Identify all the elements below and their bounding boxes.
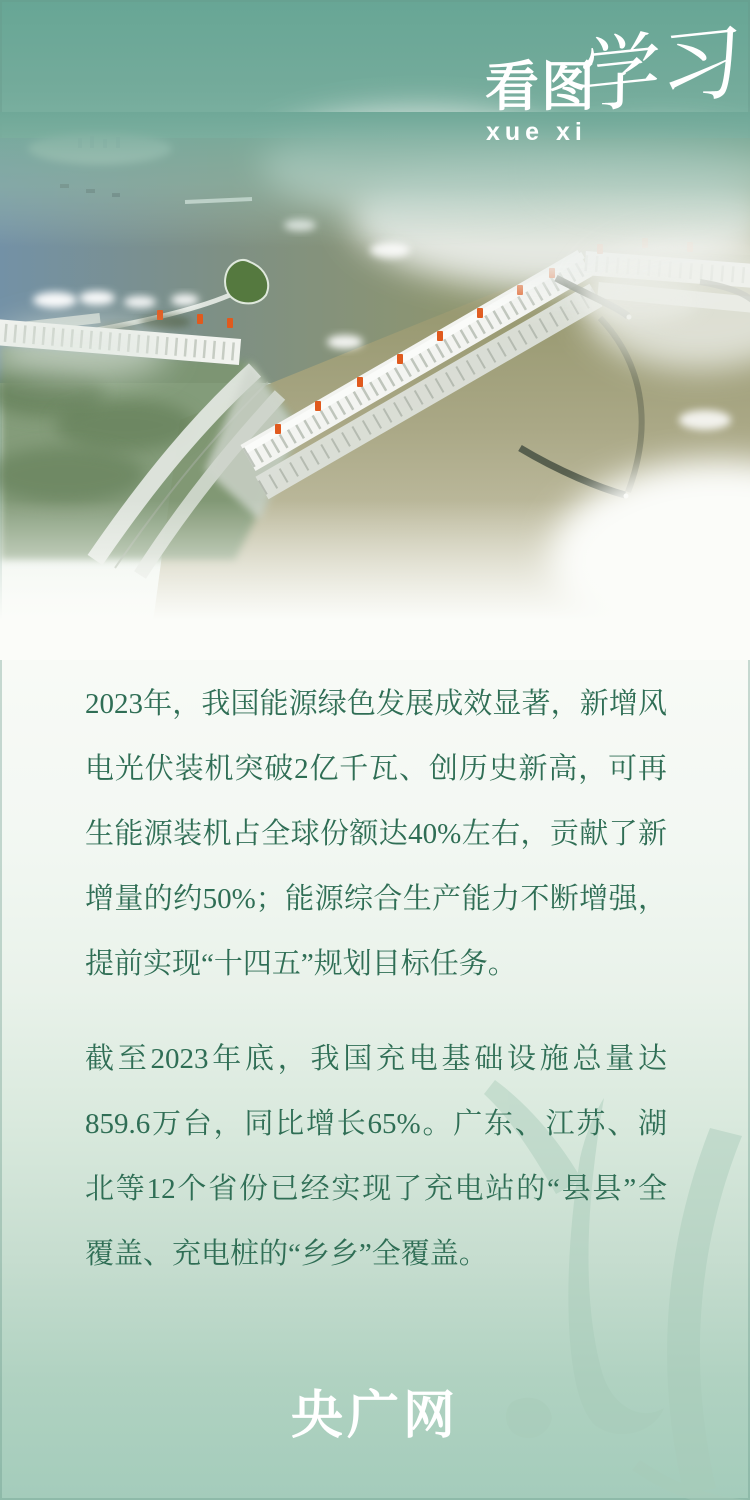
paragraph-line: 859.6万台，同比增长65%。广东、江苏、湖 [85, 1108, 667, 1140]
paragraph-line: 电光伏装机突破2亿千瓦、创历史新高，可再 [85, 753, 667, 785]
photo-bottom-fade [0, 500, 750, 660]
paragraph-charging [85, 1027, 667, 1287]
paragraph-line: 北等12个省份已经实现了充电站的“县县”全 [85, 1173, 667, 1205]
cnr-brand-logo: 央广网 [290, 1387, 459, 1445]
logo-xuexi-calligraphy: 学习 [578, 15, 744, 125]
article-text [85, 672, 667, 1287]
paragraph-line: 覆盖、充电桩的“乡乡”全覆盖。 [85, 1238, 488, 1270]
paragraph-line: 提前实现“十四五”规划目标任务。 [85, 948, 517, 980]
paragraph-line: 增量的约50%；能源综合生产能力不断增强， [85, 883, 667, 915]
paragraph-line: 2023年，我国能源绿色发展成效显著，新增风 [85, 688, 667, 720]
logo-kantu-text: 看图 [485, 57, 597, 117]
paragraph-energy [85, 672, 667, 997]
paragraph-line: 截至2023年底，我国充电基础设施总量达 [85, 1043, 667, 1075]
kantu-xuexi-logo [440, 15, 750, 188]
paragraph-line: 生能源装机占全球份额达40%左右，贡献了新 [85, 818, 667, 850]
logo-pinyin-text: xue xi [486, 118, 587, 146]
